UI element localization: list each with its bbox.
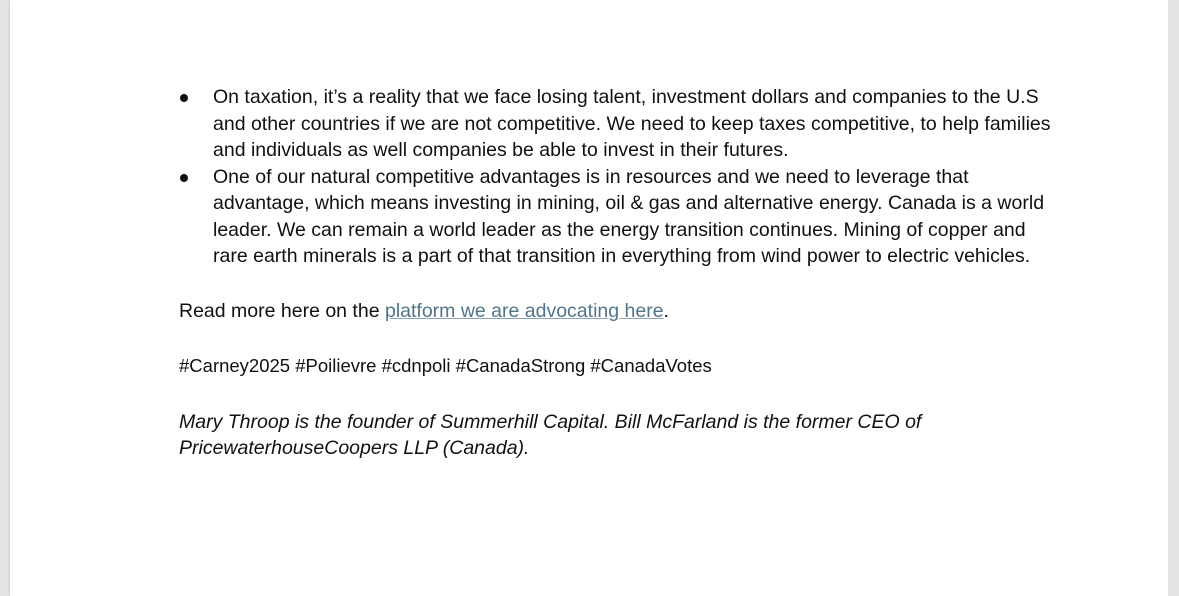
bullet-text-taxation: On taxation, it’s a reality that we face losing talent, investment dollars and companies to the U.S and other countries if we are not competitive. We need to keep taxes competitive, to help families and individuals as well companies be able to invest in their futures.	[213, 86, 1051, 161]
read-more-paragraph	[179, 298, 1059, 325]
read-more-suffix: .	[663, 299, 669, 322]
bullet-dot-icon	[180, 174, 188, 182]
bullet-dot-icon	[180, 94, 188, 102]
viewer-right-margin	[1168, 0, 1179, 596]
platform-link[interactable]: platform we are advocating here	[384, 299, 664, 322]
bullet-list	[179, 84, 1059, 270]
read-more-prefix: Read more here on the	[179, 299, 385, 322]
bullet-item-resources	[179, 164, 1059, 270]
document-content	[179, 84, 1059, 462]
hashtags-line: #Carney2025 #Poilievre #cdnpoli #CanadaStrong #CanadaVotes	[179, 355, 712, 376]
author-bio: Mary Throop is the founder of Summerhill Capital. Bill McFarland is the former CEO of PricewaterhouseCoopers LLP (Canada).	[179, 410, 922, 459]
bullet-item-taxation	[179, 84, 1059, 164]
bullet-text-resources: One of our natural competitive advantages is in resources and we need to leverage that advantage, which means investing in mining, oil & gas and alternative energy. Canada is a world leader. We can remain a world leader as the energy transition continues. Mining of copper and rare earth minerals is a part of that transition in everything from wind power to electric vehicles.	[213, 165, 1045, 267]
document-page	[10, 0, 1168, 596]
